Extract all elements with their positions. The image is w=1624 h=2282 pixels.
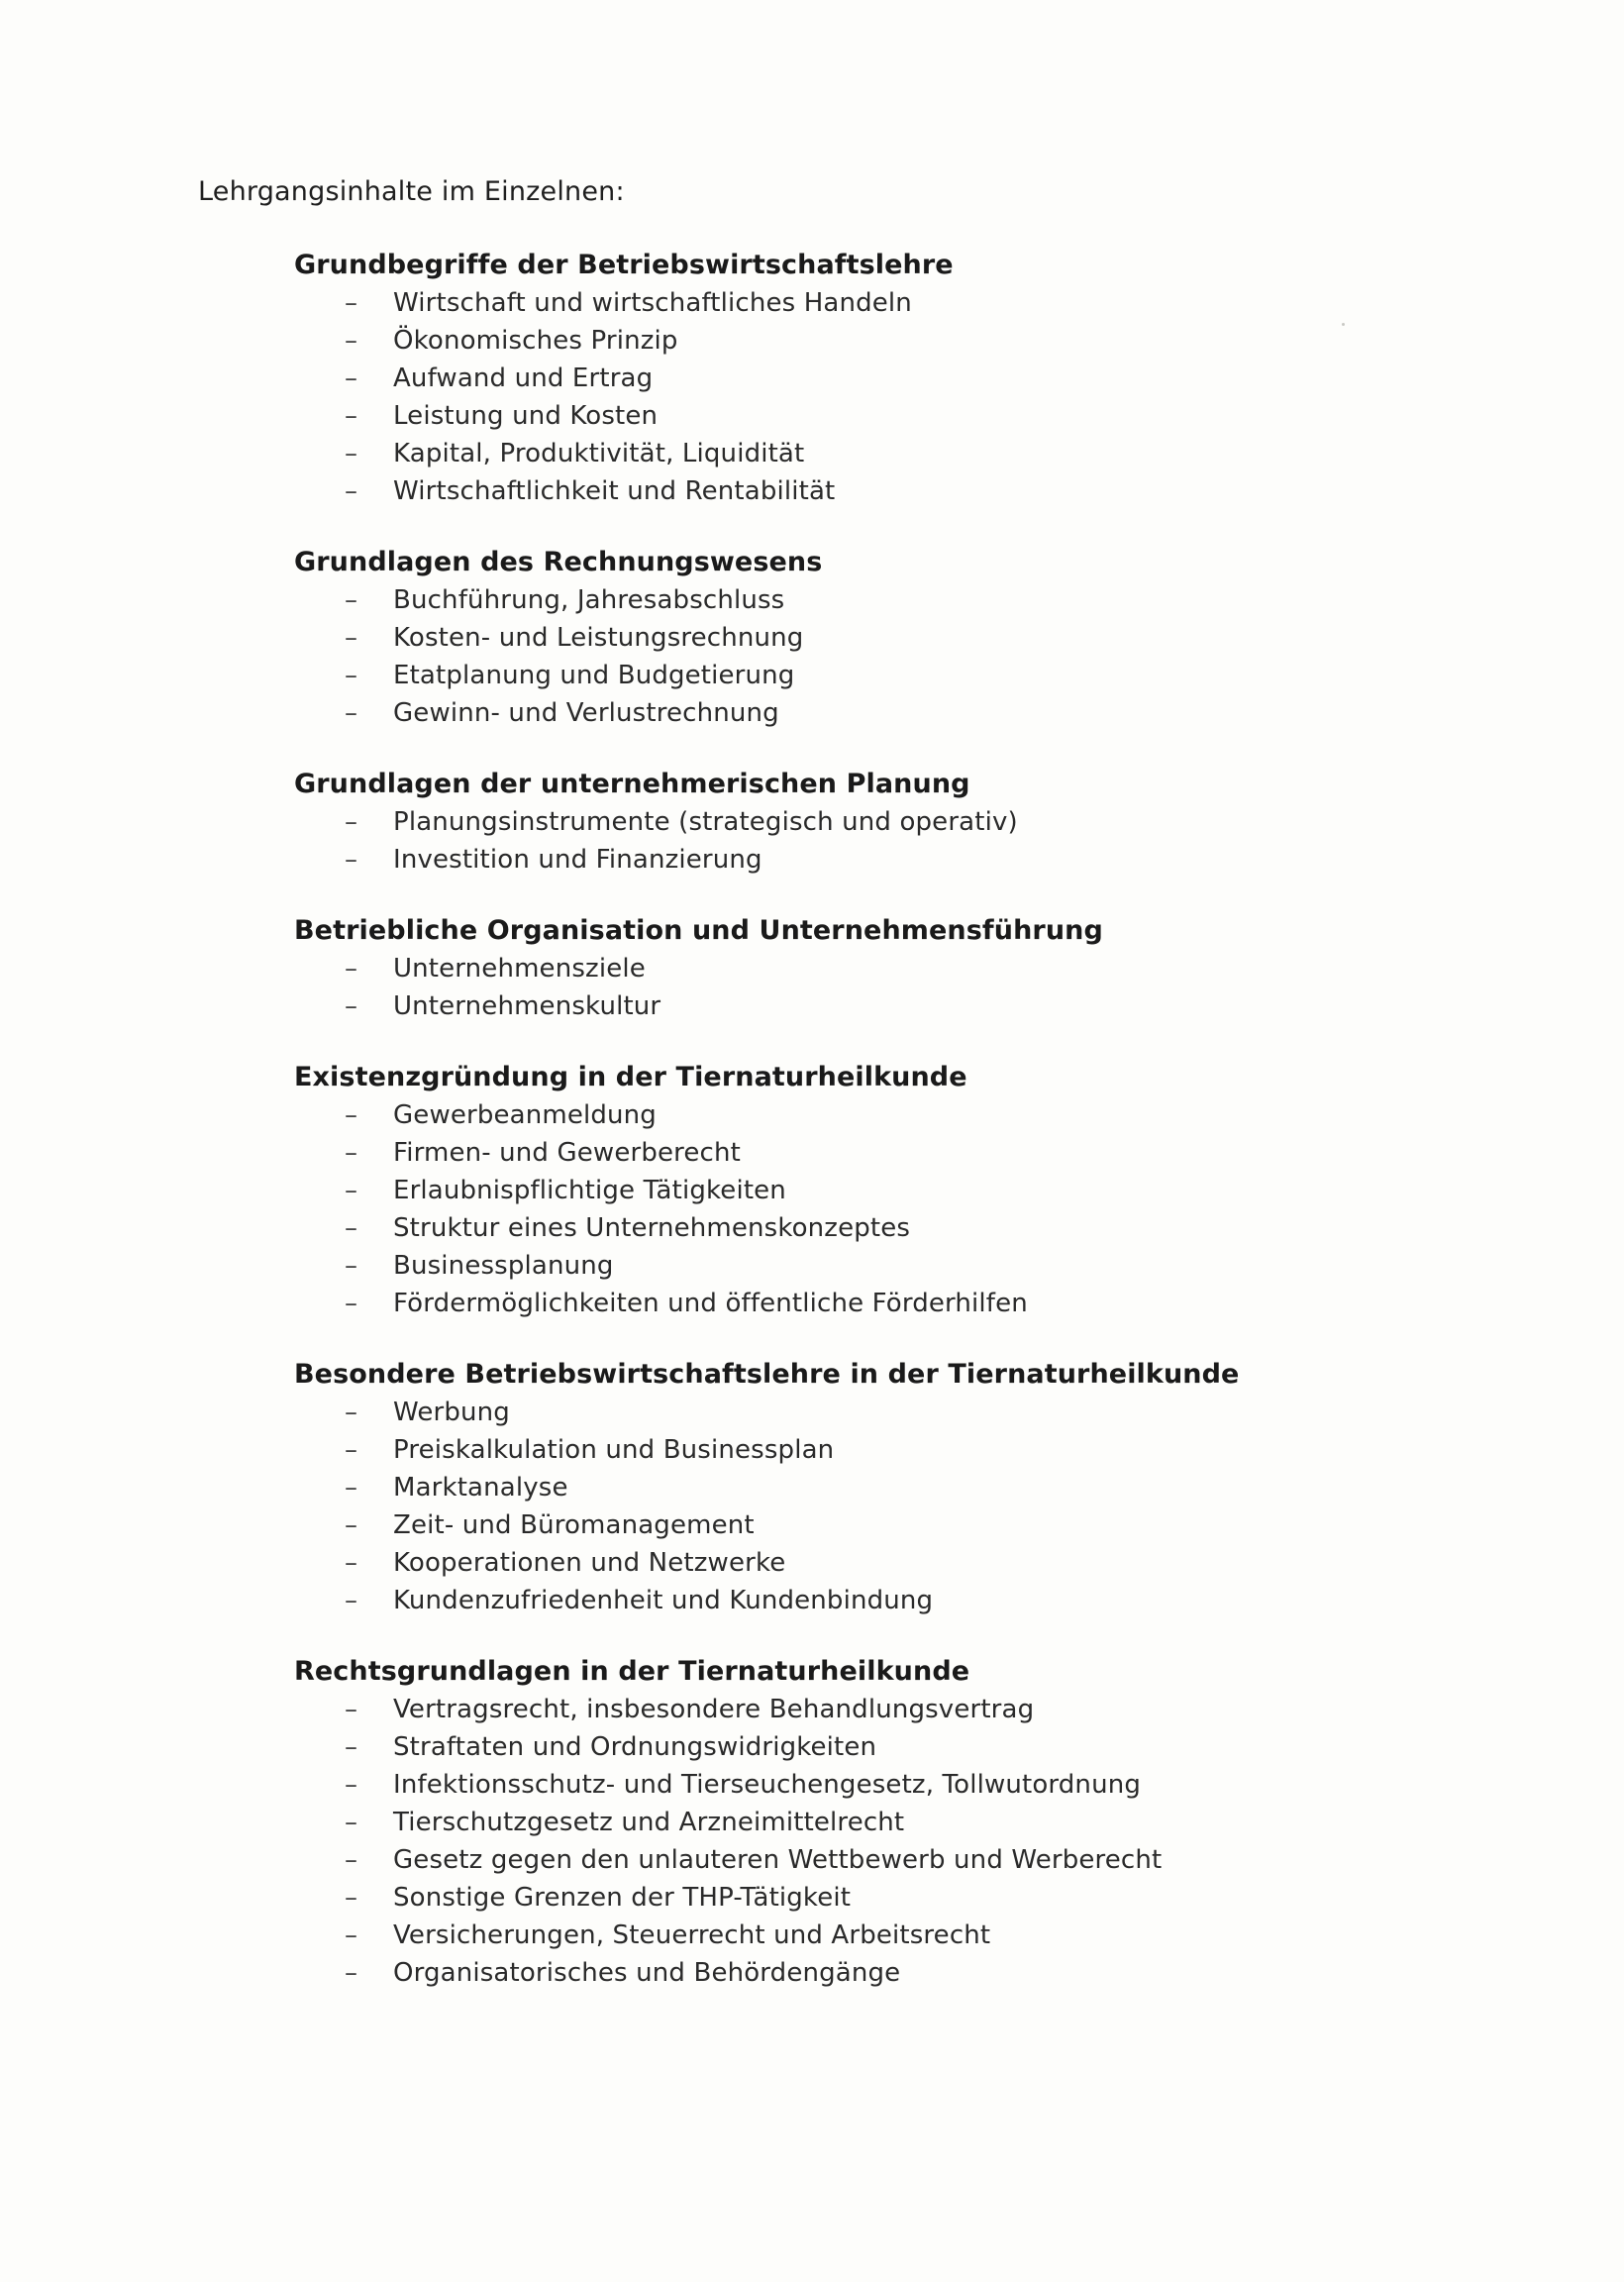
list-item — [294, 472, 1482, 510]
list-item-text: Marktanalyse — [393, 1473, 568, 1503]
dash-bullet: – — [345, 1176, 358, 1205]
list-item-text: Preiskalkulation und Businessplan — [393, 1435, 835, 1465]
dash-bullet: – — [345, 1251, 358, 1281]
list-item — [294, 397, 1482, 435]
section-item-list — [294, 284, 1482, 510]
list-item — [294, 1766, 1482, 1804]
course-contents — [294, 247, 1482, 2025]
list-item — [294, 284, 1482, 322]
dash-bullet: – — [345, 954, 358, 984]
list-item-text: Organisatorisches und Behördengänge — [393, 1958, 901, 1988]
section-item-list — [294, 581, 1482, 732]
list-item — [294, 360, 1482, 397]
dash-bullet: – — [345, 401, 358, 431]
dash-bullet: – — [345, 585, 358, 615]
dash-bullet: – — [345, 1920, 358, 1950]
list-item — [294, 1954, 1482, 1992]
content-section — [294, 544, 1482, 732]
list-item-text: Ökonomisches Prinzip — [393, 326, 678, 356]
list-item — [294, 803, 1482, 841]
list-item-text: Buchführung, Jahresabschluss — [393, 585, 785, 615]
section-item-list — [294, 1691, 1482, 1992]
section-heading: Grundlagen der unternehmerischen Planung — [294, 769, 970, 799]
list-item-text: Wirtschaft und wirtschaftliches Handeln — [393, 288, 912, 318]
list-item — [294, 322, 1482, 360]
list-item — [294, 435, 1482, 472]
list-item — [294, 1172, 1482, 1209]
list-item — [294, 1506, 1482, 1544]
list-item-text: Planungsinstrumente (strategisch und operativ) — [393, 807, 1018, 837]
list-item-text: Kapital, Produktivität, Liquidität — [393, 439, 805, 468]
list-item — [294, 987, 1482, 1025]
page-title: Lehrgangsinhalte im Einzelnen: — [198, 176, 625, 207]
list-item-text: Firmen- und Gewerberecht — [393, 1138, 741, 1168]
content-section — [294, 1653, 1482, 1992]
list-item — [294, 1544, 1482, 1582]
dash-bullet: – — [345, 1473, 358, 1503]
section-heading: Grundlagen des Rechnungswesens — [294, 547, 823, 577]
list-item-text: Gewerbeanmeldung — [393, 1100, 657, 1130]
dash-bullet: – — [345, 698, 358, 728]
dash-bullet: – — [345, 1100, 358, 1130]
content-section — [294, 247, 1482, 510]
dash-bullet: – — [345, 1958, 358, 1988]
dash-bullet: – — [345, 439, 358, 468]
list-item-text: Zeit- und Büromanagement — [393, 1510, 755, 1540]
list-item — [294, 1096, 1482, 1134]
dash-bullet: – — [345, 288, 358, 318]
list-item — [294, 1879, 1482, 1917]
dash-bullet: – — [345, 1808, 358, 1837]
list-item — [294, 950, 1482, 987]
section-heading: Besondere Betriebswirtschaftslehre in der Tiernaturheilkunde — [294, 1359, 1240, 1390]
list-item — [294, 1728, 1482, 1766]
list-item — [294, 1431, 1482, 1469]
list-item — [294, 619, 1482, 657]
list-item — [294, 841, 1482, 879]
section-item-list — [294, 803, 1482, 879]
list-item — [294, 694, 1482, 732]
list-item — [294, 1209, 1482, 1247]
dash-bullet: – — [345, 1586, 358, 1615]
section-heading: Existenzgründung in der Tiernaturheilkunde — [294, 1062, 967, 1092]
dash-bullet: – — [345, 1732, 358, 1762]
list-item — [294, 1917, 1482, 1954]
section-item-list — [294, 950, 1482, 1025]
section-heading: Rechtsgrundlagen in der Tiernaturheilkunde — [294, 1656, 970, 1687]
list-item-text: Unternehmenskultur — [393, 991, 661, 1021]
dash-bullet: – — [345, 363, 358, 393]
dash-bullet: – — [345, 1883, 358, 1913]
list-item-text: Gewinn- und Verlustrechnung — [393, 698, 779, 728]
section-item-list — [294, 1096, 1482, 1322]
dash-bullet: – — [345, 476, 358, 506]
list-item-text: Infektionsschutz- und Tierseuchengesetz, Tollwutordnung — [393, 1770, 1141, 1800]
list-item — [294, 1247, 1482, 1285]
list-item — [294, 1841, 1482, 1879]
list-item — [294, 1691, 1482, 1728]
list-item — [294, 581, 1482, 619]
dash-bullet: – — [345, 326, 358, 356]
list-item — [294, 1394, 1482, 1431]
list-item-text: Wirtschaftlichkeit und Rentabilität — [393, 476, 836, 506]
content-section — [294, 912, 1482, 1025]
dash-bullet: – — [345, 845, 358, 875]
list-item-text: Tierschutzgesetz und Arzneimittelrecht — [393, 1808, 905, 1837]
list-item-text: Kosten- und Leistungsrechnung — [393, 623, 804, 653]
list-item-text: Investition und Finanzierung — [393, 845, 762, 875]
list-item-text: Fördermöglichkeiten und öffentliche Förderhilfen — [393, 1289, 1028, 1318]
content-section — [294, 766, 1482, 879]
section-heading: Grundbegriffe der Betriebswirtschaftslehre — [294, 250, 954, 280]
dash-bullet: – — [345, 661, 358, 690]
list-item-text: Sonstige Grenzen der THP-Tätigkeit — [393, 1883, 852, 1913]
list-item — [294, 1582, 1482, 1619]
list-item-text: Aufwand und Ertrag — [393, 363, 654, 393]
list-item-text: Unternehmensziele — [393, 954, 646, 984]
dash-bullet: – — [345, 807, 358, 837]
list-item — [294, 1285, 1482, 1322]
dash-bullet: – — [345, 1289, 358, 1318]
dash-bullet: – — [345, 1398, 358, 1427]
dash-bullet: – — [345, 1435, 358, 1465]
list-item-text: Versicherungen, Steuerrecht und Arbeitsrecht — [393, 1920, 991, 1950]
dash-bullet: – — [345, 1138, 358, 1168]
list-item-text: Vertragsrecht, insbesondere Behandlungsvertrag — [393, 1695, 1035, 1724]
list-item-text: Businessplanung — [393, 1251, 614, 1281]
section-heading: Betriebliche Organisation und Unternehmensführung — [294, 915, 1103, 946]
list-item-text: Kundenzufriedenheit und Kundenbindung — [393, 1586, 934, 1615]
list-item-text: Gesetz gegen den unlauteren Wettbewerb und Werberecht — [393, 1845, 1163, 1875]
list-item — [294, 657, 1482, 694]
list-item — [294, 1134, 1482, 1172]
dash-bullet: – — [345, 1695, 358, 1724]
list-item-text: Leistung und Kosten — [393, 401, 659, 431]
dash-bullet: – — [345, 1770, 358, 1800]
list-item-text: Werbung — [393, 1398, 510, 1427]
dash-bullet: – — [345, 991, 358, 1021]
dash-bullet: – — [345, 1213, 358, 1243]
scan-speck — [1342, 323, 1345, 326]
list-item-text: Struktur eines Unternehmenskonzeptes — [393, 1213, 911, 1243]
section-item-list — [294, 1394, 1482, 1619]
list-item-text: Straftaten und Ordnungswidrigkeiten — [393, 1732, 877, 1762]
list-item — [294, 1804, 1482, 1841]
list-item-text: Etatplanung und Budgetierung — [393, 661, 795, 690]
dash-bullet: – — [345, 1510, 358, 1540]
dash-bullet: – — [345, 1845, 358, 1875]
list-item-text: Kooperationen und Netzwerke — [393, 1548, 786, 1578]
list-item — [294, 1469, 1482, 1506]
content-section — [294, 1059, 1482, 1322]
dash-bullet: – — [345, 623, 358, 653]
list-item-text: Erlaubnispflichtige Tätigkeiten — [393, 1176, 786, 1205]
content-section — [294, 1356, 1482, 1619]
dash-bullet: – — [345, 1548, 358, 1578]
